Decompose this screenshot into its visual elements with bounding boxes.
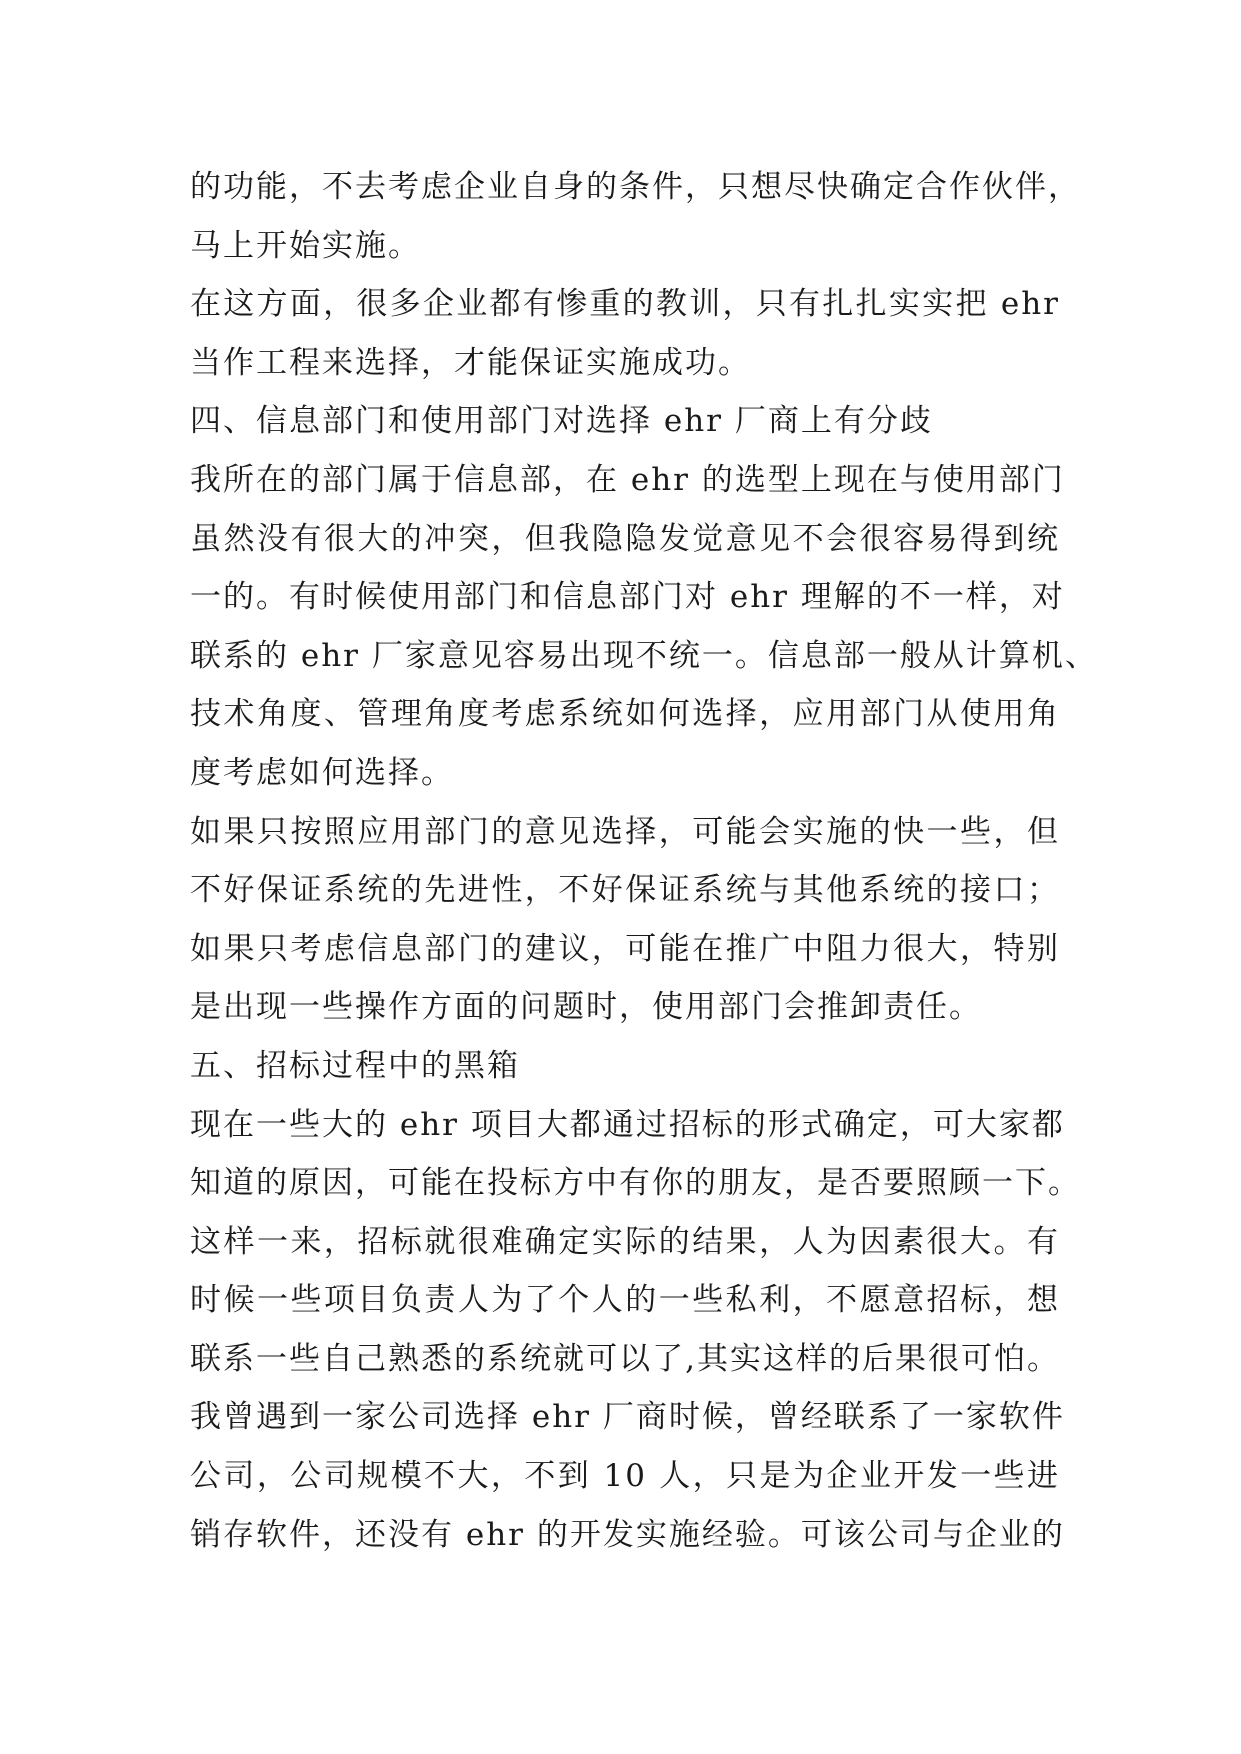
text-line: 度考虑如何选择。	[190, 754, 454, 791]
text-line: 联系的 ehr 厂家意见容易出现不统一。信息部一般从计算机、	[190, 637, 1098, 674]
text-line: 在这方面，很多企业都有惨重的教训，只有扎扎实实把 ehr	[190, 286, 1060, 323]
section-heading: 五、招标过程中的黑箱	[190, 1047, 520, 1084]
text-line: 现在一些大的 ehr 项目大都通过招标的形式确定，可大家都	[190, 1106, 1065, 1143]
text-line: 技术角度、管理角度考虑系统如何选择，应用部门从使用角	[190, 696, 1060, 733]
text-line: 知道的原因，可能在投标方中有你的朋友，是否要照顾一下。	[190, 1165, 1081, 1202]
text-line: 当作工程来选择，才能保证实施成功。	[190, 344, 751, 381]
text-line: 如果只考虑信息部门的建议，可能在推广中阻力很大，特别	[190, 930, 1060, 967]
text-line: 我曾遇到一家公司选择 ehr 厂商时候，曾经联系了一家软件	[190, 1399, 1065, 1436]
body-text	[190, 158, 1098, 1564]
text-line: 公司，公司规模不大，不到 10 人，只是为企业开发一些进	[190, 1458, 1060, 1495]
text-line: 这样一来，招标就很难确定实际的结果，人为因素很大。有	[190, 1223, 1060, 1260]
text-line: 一的。有时候使用部门和信息部门对 ehr 理解的不一样，对	[190, 579, 1065, 616]
section-heading: 四、信息部门和使用部门对选择 ehr 厂商上有分歧	[190, 403, 933, 440]
text-line: 联系一些自己熟悉的系统就可以了,其实这样的后果很可怕。	[190, 1340, 1060, 1377]
text-line: 虽然没有很大的冲突，但我隐隐发觉意见不会很容易得到统	[190, 520, 1060, 557]
text-line: 我所在的部门属于信息部，在 ehr 的选型上现在与使用部门	[190, 461, 1065, 498]
text-line: 销存软件，还没有 ehr 的开发实施经验。可该公司与企业的	[190, 1516, 1065, 1553]
text-line: 如果只按照应用部门的意见选择，可能会实施的快一些，但	[190, 813, 1060, 850]
text-line: 不好保证系统的先进性，不好保证系统与其他系统的接口；	[190, 872, 1060, 909]
text-line: 的功能，不去考虑企业自身的条件，只想尽快确定合作伙伴，	[190, 169, 1081, 205]
text-line: 马上开始实施。	[190, 227, 421, 264]
text-line: 是出现一些操作方面的问题时，使用部门会推卸责任。	[190, 989, 982, 1026]
text-line: 时候一些项目负责人为了个人的一些私利，不愿意招标，想	[190, 1282, 1060, 1319]
